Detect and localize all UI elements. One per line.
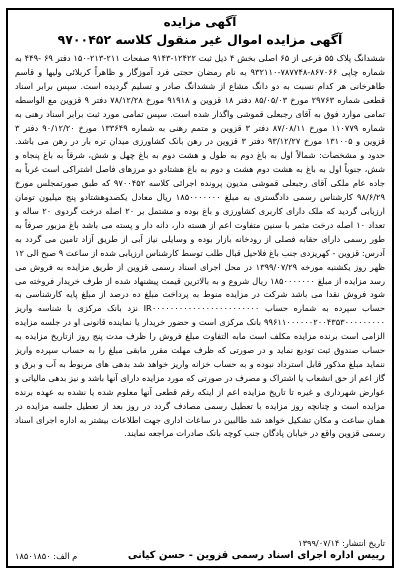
publish-date: تاریخ انتشار: ۱۳۹۹/۰۷/۱۴ <box>298 538 385 548</box>
notice-body: ششدانگ پلاک ۵۵ فرعی از ۶۵ اصلی بخش ۴ ذیل ثبت ۱۲۴۲۲-۹۱۴۳ صفحات ۲۱۱-۲۱۳-۱۵۰ دفتر ۶۹ -۴۴۹ به شماره چاپی ۸۶۷۰۶۶-۷۸۷۷۴۸-۹۳۲۱۱۰ به نام رمضان حجتی فرد آموزگار و ظاهراً کربلائی ولیها و قاسم طاهرخانی هر کدام نسبت به دو دانگ مشاع از ششدانگ صادر و تسلیم گردیده است. سپس برابر اسناد قطعی شماره ۲۹۷۶۳ مورخ ۸۵/۰۵/۰۳ دفتر ۱۸ قزوین و ۹۱۹۱۸ مورخ ۷۸/۱۲/۲۸ دفتر ۹ قزوین مع الواسطه تمامی موارد فوق به آقای رجبعلی قموشی واگذار شده است. سپس تمامی مورد ثبت برابر اسناد رهنی به شماره ۱۱۰۷۷۹ مورخ ۸۷/۰۸/۱۱ دفتر ۳ قزوین و متمم رهنی به شماره ۱۳۳۶۴۹ مورخ ۹۰/۱۲/۲۰ دفتر ۳ قزوین و ۱۳۱۰۰۵ مورخ ۹۳/۱۲/۲۷ دفتر ۳ قزوین در رهن بانک کشاورزی میدان تره بار در رهن می باشد. حدود و مشخصات: شمالاً اول به باغ دوم به طول و هشت دوم به باغ چهل و شش، شرقاً به باغ پنجاه و شش، جنوباً اول به باغ به هشت دوم هشت و دوم به باغ هشتادو دو مرزهای فاصل اشتراکی است غرباً به جاده عام ملکی آقای رجبعلی قموشی مدیون پرونده اجرائی کلاسه ۹۷۰۰۴۵۲ که طبق صورتمجلس مورخ ۹۸/۶/۲۹ کارشناس رسمی دادگستری به مبلغ ۱۸۵۰۰۰۰۰۰۰ ریال معادل یکصدوهشتادو پنج میلیون تومان ارزیابی گردید که ملک دارای کاربری کشاورزی و باغ بوده و مشتمل بر ۲۰ اصله درخت گردوی ۲۰ ساله و تعداد ۱۰ اصله درخت مثمر با سنین متفاوت اعم از هسته دار، دانه دار و پسته می باشد باغ مزبور صرفاً به طور رسمی دارای حقابه فصلی از رودخانه بازار بوده و وسایلی نیاز آبی از طریق آزاد تامین می گردد به آدرس: قزوین - کهریزدی جنب باغ فلاحیل قبال طلب توسط کارشناس ارزیابی شده از ساعت ۹ صبح الی ۱۲ ظهر روز یکشنبه مورخه ۱۳۹۹/۰۷/۲۹ در محل اجرای اسناد رسمی قزوین از طریق مزایده به فروش می رسد مزایده از مبلغ ۱۸۵۰۰۰۰۰۰۰ ریال شروع و به بالاترین قیمت پیشنهاد شده از طرف خریدار فروخته می شود فروش نقدا می باشد شرکت در مزایده منوط به پرداخت مبلغ ده درصد از مبلغ پایه کارشناسی به حساب سپرده به شماره حساب IR۰۰۰۰۰۰۰۰۰۰۰۰۰۰۰۰۰۰۰۰۰۰۰۰ نزد بانک مرکزی با شناسه واریز ۹۹۶۱۱۰۰۰۰۰۰۲۰۰۴۳۵۳۰۰۰۰۰۰۰۰۰ بانک مرکزی است و حضور خریدار یا نماینده قانونی او در جلسه مزایده الزامی است برنده مزایده مکلف است مابه التفاوت مبلغ فروش را ظرف مدت پنج روز ازتاریخ مزایده به حساب صندوق ثبت تودیع نماید و در صورتی که ظرف مهلت مقرر مابقی مبلغ را به حساب سپرده واریز ننماید مبلغ مذکور قابل استرداد نبوده و به حساب خزانه واریز خواهد شد بدهی های مربوط به آب و برق و گاز اعم از حق انشعاب یا اشتراک و مصرف در صورتی که مورد مزایده دارای آنها باشد و نیز بدهی مالیاتی و عوارض شهرداری و غیره تا تاریخ مزایده اعم از اینکه رقم قطعی آنها معلوم شده یا نشده به عهده برنده مزایده است و چنانچه روز مزایده با تعطیل رسمی مصادف گردد در روز بعد از تعطیل جلسه مزایده در همان ساعت و مکان تشکیل خواهد شد طالبین در ساعات اداری جهت اطلاعات بیشتر به اداره اجرای اسناد رسمی قزوین واقع در خیابان پادگان جنب کوچه بانک صادرات مراجعه نمایند. <box>15 53 385 439</box>
notice-heading: آگهی مزایده <box>163 15 237 29</box>
reference-code: م الف: ۱۸۵۰۱۸۵۰ <box>15 551 78 561</box>
auction-notice <box>6 8 394 568</box>
notice-footer <box>15 550 385 562</box>
notice-subheading: آگهی مزایده اموال غیر منقول کلاسه ۹۷۰۰۴۵۲ <box>57 32 343 47</box>
signature: رییس اداره اجرای اسناد رسمی قزوین - حسن کیانی <box>127 550 385 561</box>
